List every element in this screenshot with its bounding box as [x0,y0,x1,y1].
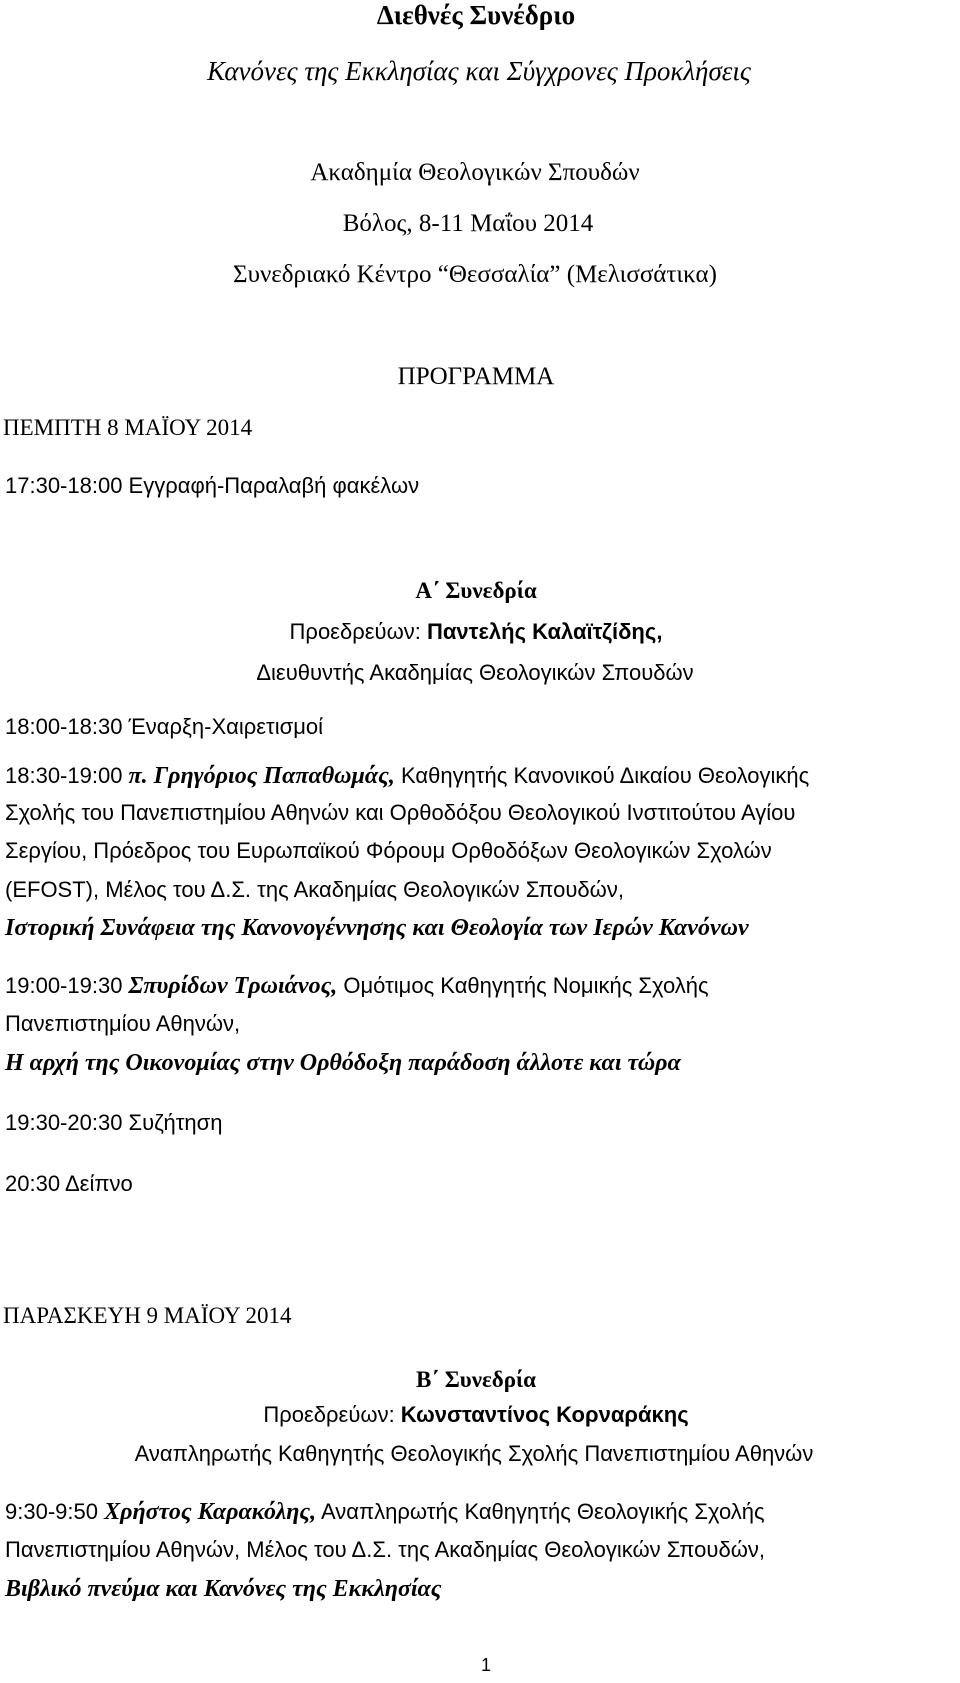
talk3-speaker: Χρήστος Καρακόλης, [104,1499,317,1525]
chair-name: Κωνσταντίνος Κορναράκης [400,1402,689,1427]
talk1-title: Ιστορική Συνάφεια της Κανονογέννησης και Θεολογία των Ιερών Κανόνων [5,915,749,941]
session-b-chair-role: Αναπληρωτής Καθηγητής Θεολογικής Σχολής Πανεπιστημίου Αθηνών [134,1441,814,1466]
talk3-title: Βιβλικό πνεύμα και Κανόνες της Εκκλησίας [5,1576,442,1602]
conference-subtitle: Κανόνες της Εκκλησίας και Σύγχρονες Προκλήσεις [207,56,751,86]
dinner-item: 20:30 Δείπνο [5,1171,133,1196]
talk1-time: 18:30-19:00 [5,763,129,788]
talk3-line1 [5,1500,765,1524]
talk3-desc-2: Πανεπιστημίου Αθηνών, Μέλος του Δ.Σ. της Ακαδημίας Θεολογικών Σπουδών, [5,1537,765,1562]
talk2-speaker: Σπυρίδων Τρωιάνος, [128,973,338,999]
talk3-desc-1: Αναπληρωτής Καθηγητής Θεολογικής Σχολής [316,1499,765,1524]
talk1-desc-3: Σεργίου, Πρόεδρος του Ευρωπαϊκού Φόρουμ Ορθοδόξων Θεολογικών Σχολών [5,838,772,863]
session-b-title: Β΄ Συνεδρία [415,1367,537,1392]
organizer: Ακαδημία Θεολογικών Σπουδών [310,159,640,186]
day1-heading: ΠΕΜΠΤΗ 8 ΜΑΪΟΥ 2014 [3,415,253,440]
place-date: Βόλος, 8-11 Μαΐου 2014 [342,210,594,237]
session-a-chair-role: Διευθυντής Ακαδημίας Θεολογικών Σπουδών [256,660,694,685]
session-a-title: Α΄ Συνεδρία [415,578,537,603]
talk2-line1 [5,974,709,998]
talk1-desc-1: Καθηγητής Κανονικού Δικαίου Θεολογικής [394,763,810,788]
venue: Συνεδριακό Κέντρο “Θεσσαλία” (Μελισσάτικα) [233,261,717,288]
registration-item: 17:30-18:00 Εγγραφή-Παραλαβή φακέλων [5,473,420,498]
program-heading: ΠΡΟΓΡΑΜΜΑ [397,363,555,390]
talk1-line1 [5,764,809,788]
chair-name: Παντελής Καλαϊτζίδης, [427,619,663,644]
chair-prefix: Προεδρεύων: [263,1402,401,1427]
talk1-desc-4: (EFOST), Μέλος του Δ.Σ. της Ακαδημίας Θεολογικών Σπουδών, [5,877,624,902]
conference-title: Διεθνές Συνέδριο [376,0,576,30]
session-a-chair [0,621,956,643]
talk2-time: 19:00-19:30 [5,973,129,998]
talk3-time: 9:30-9:50 [5,1499,105,1524]
talk2-title: Η αρχή της Οικονομίας στην Ορθόδοξη παράδοση άλλοτε και τώρα [5,1050,681,1076]
talk1-speaker: π. Γρηγόριος Παπαθωμάς, [128,763,395,789]
page-number: 1 [481,1655,492,1675]
chair-prefix: Προεδρεύων: [289,619,427,644]
session-b-chair [0,1404,956,1426]
discussion-item: 19:30-20:30 Συζήτηση [5,1110,223,1135]
opening-item: 18:00-18:30 Έναρξη-Χαιρετισμοί [5,714,324,739]
day2-heading: ΠΑΡΑΣΚΕΥΗ 9 ΜΑΪΟΥ 2014 [3,1303,292,1328]
talk1-desc-2: Σχολής του Πανεπιστημίου Αθηνών και Ορθοδόξου Θεολογικού Ινστιτούτου Αγίου [5,800,796,825]
talk2-desc-1: Ομότιμος Καθηγητής Νομικής Σχολής [337,973,709,998]
talk2-desc-2: Πανεπιστημίου Αθηνών, [5,1011,241,1036]
